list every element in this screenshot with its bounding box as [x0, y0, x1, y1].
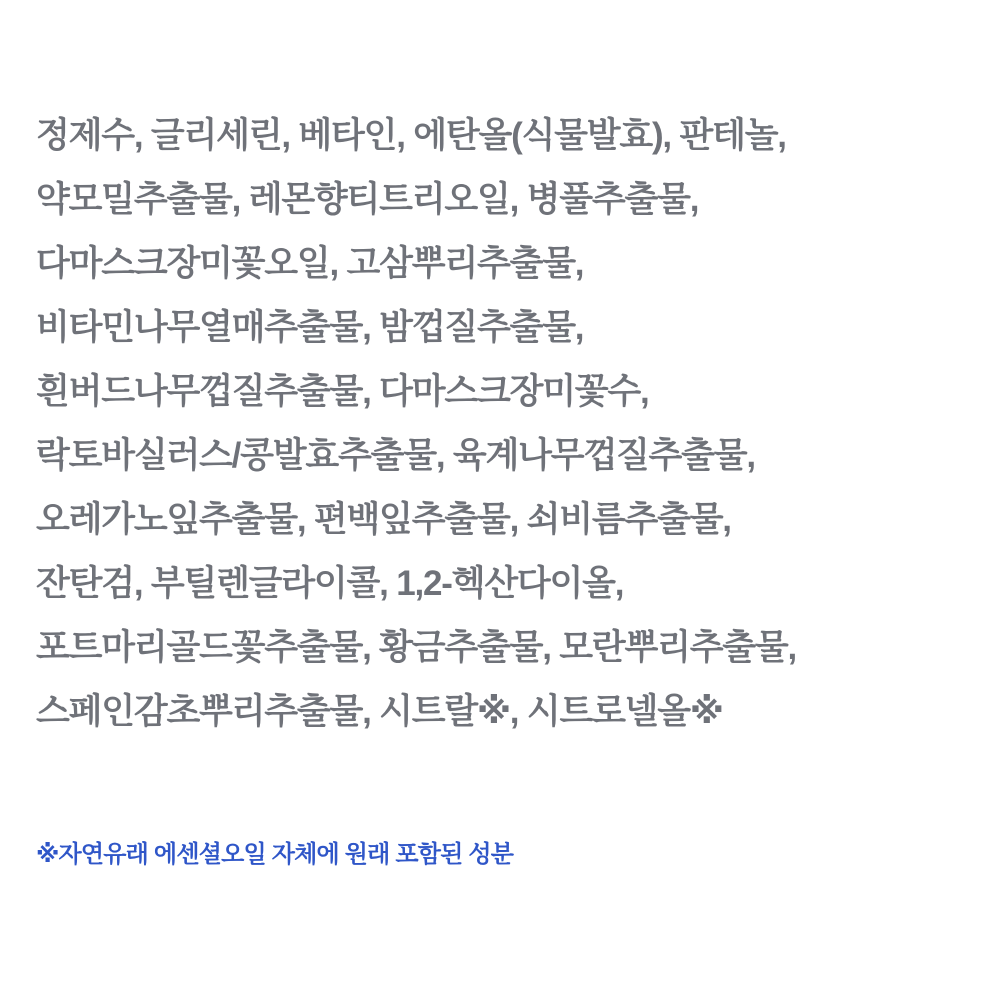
ingredients-line: 흰버드나무껍질추출물, 다마스크장미꽃수, — [36, 372, 649, 411]
ingredients-line: 약모밀추출물, 레몬향티트리오일, 병풀추출물, — [36, 180, 699, 219]
ingredients-line: 정제수, 글리세린, 베타인, 에탄올(식물발효), 판테놀, — [36, 116, 786, 155]
ingredients-line: 다마스크장미꽃오일, 고삼뿌리추출물, — [36, 244, 584, 283]
ingredients-line: 비타민나무열매추출물, 밤껍질추출물, — [36, 308, 584, 347]
ingredients-list — [36, 104, 976, 744]
ingredients-line: 스페인감초뿌리추출물, 시트랄※, 시트로넬올※ — [36, 692, 723, 731]
ingredients-line: 오레가노잎추출물, 편백잎추출물, 쇠비름추출물, — [36, 500, 731, 539]
ingredients-line: 잔탄검, 부틸렌글라이콜, 1,2-헥산다이올, — [36, 564, 624, 603]
ingredients-line: 포트마리골드꽃추출물, 황금추출물, 모란뿌리추출물, — [36, 628, 797, 667]
ingredients-line: 락토바실러스/콩발효추출물, 육계나무껍질추출물, — [36, 436, 755, 475]
footnote-text: ※자연유래 에센셜오일 자체에 원래 포함된 성분 — [36, 841, 514, 868]
